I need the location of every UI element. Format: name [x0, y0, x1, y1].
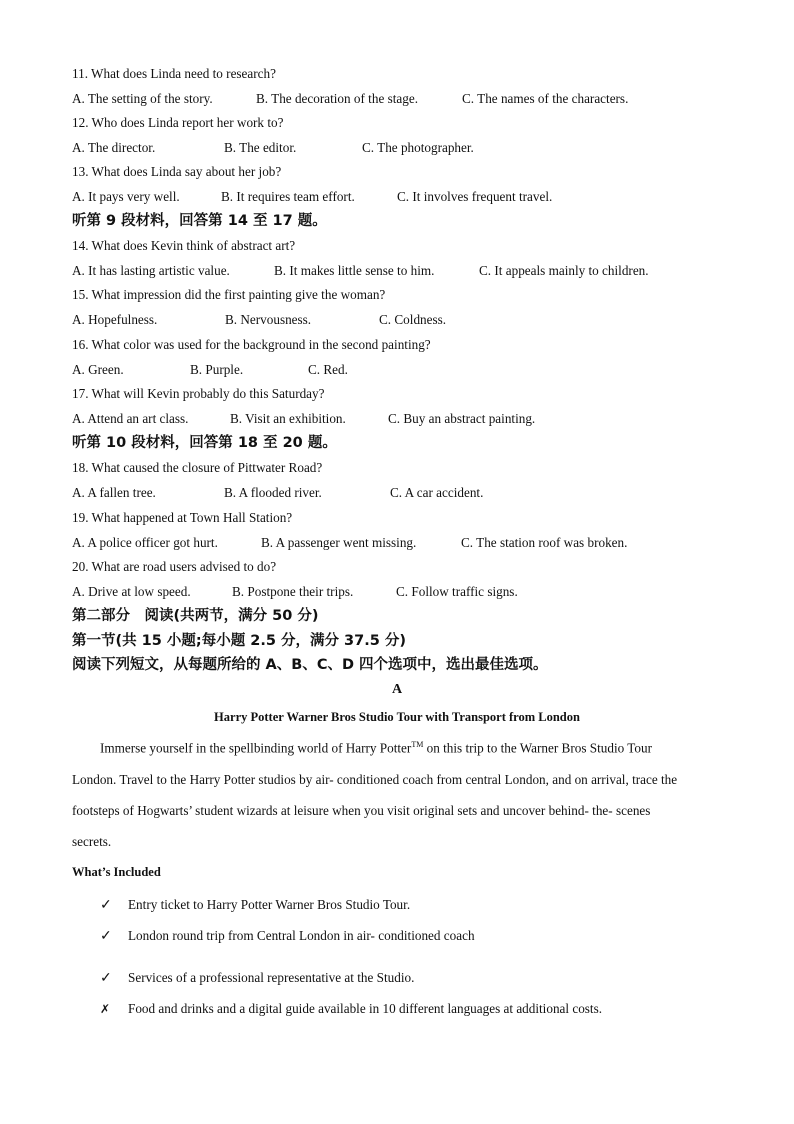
question-stem: 13. What does Linda say about her job?: [72, 164, 282, 179]
section-heading: 听第 10 段材料，回答第 18 至 20 题。: [72, 435, 337, 451]
excluded-item: [100, 1001, 602, 1017]
question-stem: 15. What impression did the first painting give the woman?: [72, 287, 386, 302]
included-item: [100, 928, 475, 945]
trademark-mark: TM: [411, 740, 424, 749]
cross-icon: ✗: [100, 1002, 111, 1016]
option-c: C. Buy an abstract painting.: [388, 411, 536, 426]
passage-letter: A: [391, 682, 403, 697]
question-stem: 14. What does Kevin think of abstract art?: [72, 238, 296, 253]
option-b: B. Visit an exhibition.: [230, 411, 346, 426]
check-icon: ✓: [100, 898, 112, 913]
included-item: [100, 897, 410, 914]
part-heading: 第二部分 阅读(共两节，满分 50 分): [72, 608, 319, 624]
question-stem: 11. What does Linda need to research?: [72, 66, 276, 81]
option-c: C. The photographer.: [362, 140, 474, 155]
question-stem: 18. What caused the closure of Pittwater Road?: [72, 460, 323, 475]
passage-line: London. Travel to the Harry Potter studios by air- conditioned coach from central London, and on arrival, trace the: [72, 772, 678, 787]
question-stem: 12. Who does Linda report her work to?: [72, 115, 284, 130]
option-b: B. A flooded river.: [224, 485, 322, 500]
option-b: B. The editor.: [224, 140, 297, 155]
option-b: B. A passenger went missing.: [261, 535, 417, 550]
included-item-text: London round trip from Central London in air- conditioned coach: [128, 928, 475, 943]
question-stem: 20. What are road users advised to do?: [72, 559, 277, 574]
included-heading: What’s Included: [72, 865, 161, 879]
passage-line: footsteps of Hogwarts’ student wizards at leisure when you visit original sets and uncover behind- the- scenes: [72, 803, 651, 818]
option-a: A. Green.: [72, 362, 124, 377]
included-item: [100, 970, 414, 987]
option-a: A. Hopefulness.: [72, 312, 158, 327]
option-a: A. It pays very well.: [72, 189, 180, 204]
included-item-text: Entry ticket to Harry Potter Warner Bros Studio Tour.: [128, 897, 411, 912]
included-item-text: Services of a professional representative at the Studio.: [128, 970, 415, 985]
option-b: B. Purple.: [190, 362, 244, 377]
check-icon: ✓: [100, 929, 112, 944]
passage-line: secrets.: [72, 834, 112, 849]
option-a: A. It has lasting artistic value.: [72, 263, 230, 278]
section-heading: 听第 9 段材料，回答第 14 至 17 题。: [72, 213, 327, 229]
question-stem: 17. What will Kevin probably do this Saturday?: [72, 386, 325, 401]
section-heading: 第一节(共 15 小题;每小题 2.5 分，满分 37.5 分): [72, 633, 406, 649]
option-c: C. It appeals mainly to children.: [479, 263, 649, 278]
option-a: A. Drive at low speed.: [72, 584, 191, 599]
question-stem: 16. What color was used for the background in the second painting?: [72, 337, 431, 352]
option-a: A. The setting of the story.: [72, 91, 213, 106]
option-c: C. Follow traffic signs.: [396, 584, 518, 599]
option-a: A. A police officer got hurt.: [72, 535, 218, 550]
option-a: A. Attend an art class.: [72, 411, 189, 426]
passage-text: Immerse yourself in the spellbinding world of Harry Potter: [100, 740, 412, 756]
option-c: C. The station roof was broken.: [461, 535, 628, 550]
option-c: C. A car accident.: [390, 485, 484, 500]
option-c: C. Red.: [308, 362, 348, 377]
option-b: B. Nervousness.: [225, 312, 312, 327]
passage-line: [100, 740, 652, 756]
instructions: 阅读下列短文，从每题所给的 A、B、C、D 四个选项中，选出最佳选项。: [72, 657, 548, 673]
passage-title: Harry Potter Warner Bros Studio Tour with Transport from London: [214, 710, 580, 724]
option-c: C. The names of the characters.: [462, 91, 629, 106]
check-icon: ✓: [100, 971, 112, 986]
option-b: B. Postpone their trips.: [232, 584, 354, 599]
option-a: A. The director.: [72, 140, 156, 155]
option-c: C. Coldness.: [379, 312, 447, 327]
option-c: C. It involves frequent travel.: [397, 189, 553, 204]
passage-text: on this trip to the Warner Bros Studio Tour: [423, 740, 652, 756]
option-b: B. It requires team effort.: [221, 189, 355, 204]
option-a: A. A fallen tree.: [72, 485, 156, 500]
option-b: B. It makes little sense to him.: [274, 263, 435, 278]
question-stem: 19. What happened at Town Hall Station?: [72, 510, 293, 525]
option-b: B. The decoration of the stage.: [256, 91, 418, 106]
excluded-item-text: Food and drinks and a digital guide available in 10 different languages at additional costs.: [128, 1001, 603, 1016]
